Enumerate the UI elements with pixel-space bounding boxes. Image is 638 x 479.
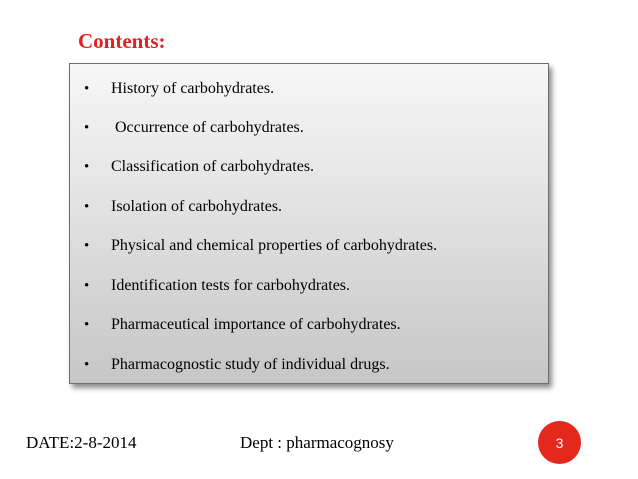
bullet-icon: • bbox=[84, 198, 90, 215]
bullet-icon: • bbox=[84, 119, 90, 136]
contents-item bbox=[84, 234, 542, 258]
page-number: 3 bbox=[555, 434, 564, 451]
contents-item bbox=[84, 77, 542, 101]
bullet-icon: • bbox=[84, 237, 90, 254]
page-number-badge bbox=[538, 421, 581, 464]
contents-item-text: Pharmaceutical importance of carbohydrates. bbox=[111, 316, 401, 333]
bullet-icon: • bbox=[84, 80, 90, 97]
contents-item-text: Physical and chemical properties of carbohydrates. bbox=[111, 237, 438, 254]
contents-item bbox=[84, 353, 542, 377]
contents-item bbox=[84, 155, 542, 179]
bullet-icon: • bbox=[84, 277, 90, 294]
contents-item-text: History of carbohydrates. bbox=[111, 80, 275, 97]
footer-department: Dept : pharmacognosy bbox=[240, 433, 394, 452]
contents-box bbox=[69, 63, 549, 384]
contents-item bbox=[84, 116, 542, 140]
contents-item-text: Occurrence of carbohydrates. bbox=[111, 119, 304, 136]
contents-item-text: Identification tests for carbohydrates. bbox=[111, 277, 351, 294]
contents-item-text: Isolation of carbohydrates. bbox=[111, 198, 283, 215]
bullet-icon: • bbox=[84, 158, 90, 175]
contents-item bbox=[84, 313, 542, 337]
contents-item-text: Pharmacognostic study of individual drugs. bbox=[111, 356, 390, 373]
bullet-icon: • bbox=[84, 316, 90, 333]
bullet-icon: • bbox=[84, 356, 90, 373]
contents-item bbox=[84, 274, 542, 298]
slide-title: Contents: bbox=[78, 29, 166, 53]
footer-date: DATE:2-8-2014 bbox=[26, 433, 137, 452]
contents-item-text: Classification of carbohydrates. bbox=[111, 158, 315, 175]
contents-item bbox=[84, 195, 542, 219]
